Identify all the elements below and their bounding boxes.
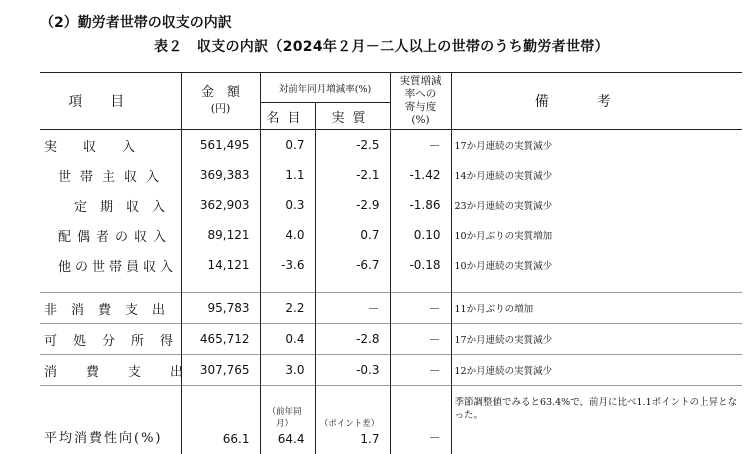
row-real [315, 386, 390, 454]
table-row [40, 160, 742, 190]
row-label: 非消費支出 [40, 293, 181, 324]
table-row [40, 324, 742, 355]
header-remarks: 備考 [451, 73, 742, 130]
table-row [40, 250, 742, 280]
row-contrib: － [390, 293, 451, 324]
row-amount: 362,903 [181, 190, 260, 220]
row-nominal: 2.2 [260, 293, 315, 324]
row-nominal: 0.4 [260, 324, 315, 355]
row-real: -2.8 [315, 324, 390, 355]
header-yoy: 対前年同月増減率(%) [260, 73, 390, 103]
row-nominal: 0.7 [260, 130, 315, 161]
row-label: 定期収入 [40, 190, 181, 220]
row-remark: 季節調整値でみると63.4%で、前月に比べ1.1ポイントの上昇となった。 [451, 386, 742, 454]
row-amount: 465,712 [181, 324, 260, 355]
row-remark: 17か月連続の実質減少 [451, 130, 742, 161]
row-label: 配偶者の収入 [40, 220, 181, 250]
row-label: 消費支出 [40, 355, 181, 386]
row-real-value: 1.7 [316, 432, 380, 446]
header-item: 項目 [40, 73, 181, 130]
header-amount-label: 金 額 [201, 85, 240, 100]
row-remark: 10か月連続の実質減少 [451, 250, 742, 280]
row-contrib: -0.18 [390, 250, 451, 280]
row-real: － [315, 293, 390, 324]
row-amount: 369,383 [181, 160, 260, 190]
table-title: 表２ 収支の内訳（2024年２月－二人以上の世帯のうち勤労者世帯） [154, 36, 609, 56]
table-row [40, 220, 742, 250]
row-contrib: -1.86 [390, 190, 451, 220]
row-real: -0.3 [315, 355, 390, 386]
row-contrib: － [390, 324, 451, 355]
row-real: -2.1 [315, 160, 390, 190]
row-nominal: -3.6 [260, 250, 315, 280]
row-contrib: -1.42 [390, 160, 451, 190]
header-contribution [390, 73, 451, 130]
row-real: 0.7 [315, 220, 390, 250]
row-contrib: 0.10 [390, 220, 451, 250]
row-nominal-note: （前年同月） [261, 405, 305, 429]
row-nominal: 0.3 [260, 190, 315, 220]
row-amount: 14,121 [181, 250, 260, 280]
row-nominal: 3.0 [260, 355, 315, 386]
row-real: -6.7 [315, 250, 390, 280]
header-nominal: 名目 [260, 103, 315, 130]
row-amount: 95,783 [181, 293, 260, 324]
row-amount: 89,121 [181, 220, 260, 250]
row-label: 平均消費性向(%) [40, 386, 181, 454]
header-contrib-line: 実質増減 [391, 75, 451, 88]
row-remark: 17か月連続の実質減少 [451, 324, 742, 355]
header-contrib-line: 率への [391, 88, 451, 101]
row-nominal [260, 386, 315, 454]
row-amount: 307,765 [181, 355, 260, 386]
row-contrib: － [390, 386, 451, 454]
spacer-row [40, 280, 742, 293]
row-amount: 561,495 [181, 130, 260, 161]
row-nominal: 1.1 [260, 160, 315, 190]
header-contrib-line: 寄与度 [391, 101, 451, 114]
row-real-note: （ポイント差） [316, 417, 380, 429]
table-row [40, 190, 742, 220]
row-label: 世帯主収入 [40, 160, 181, 190]
row-remark: 12か月連続の実質減少 [451, 355, 742, 386]
table-row [40, 293, 742, 324]
row-remark: 10か月ぶりの実質増加 [451, 220, 742, 250]
header-real: 実質 [315, 103, 390, 130]
row-remark: 11か月ぶりの増加 [451, 293, 742, 324]
header-amount-unit: (円) [182, 101, 260, 117]
row-amount: 66.1 [181, 386, 260, 454]
table-row [40, 130, 742, 161]
row-remark: 14か月連続の実質減少 [451, 160, 742, 190]
row-real: -2.5 [315, 130, 390, 161]
income-expenditure-table [40, 72, 742, 454]
row-label: 他の世帯員収入 [40, 250, 181, 280]
header-amount [181, 73, 260, 130]
table-row [40, 355, 742, 386]
section-title: （2）勤労者世帯の収支の内訳 [40, 12, 232, 32]
row-nominal: 4.0 [260, 220, 315, 250]
row-label: 可処分所得 [40, 324, 181, 355]
table-row [40, 386, 742, 454]
row-nominal-value: 64.4 [261, 432, 305, 446]
row-label: 実収入 [40, 130, 181, 161]
row-contrib: － [390, 130, 451, 161]
row-real: -2.9 [315, 190, 390, 220]
header-contrib-line: (%) [391, 114, 451, 127]
row-remark: 23か月連続の実質減少 [451, 190, 742, 220]
row-contrib: － [390, 355, 451, 386]
